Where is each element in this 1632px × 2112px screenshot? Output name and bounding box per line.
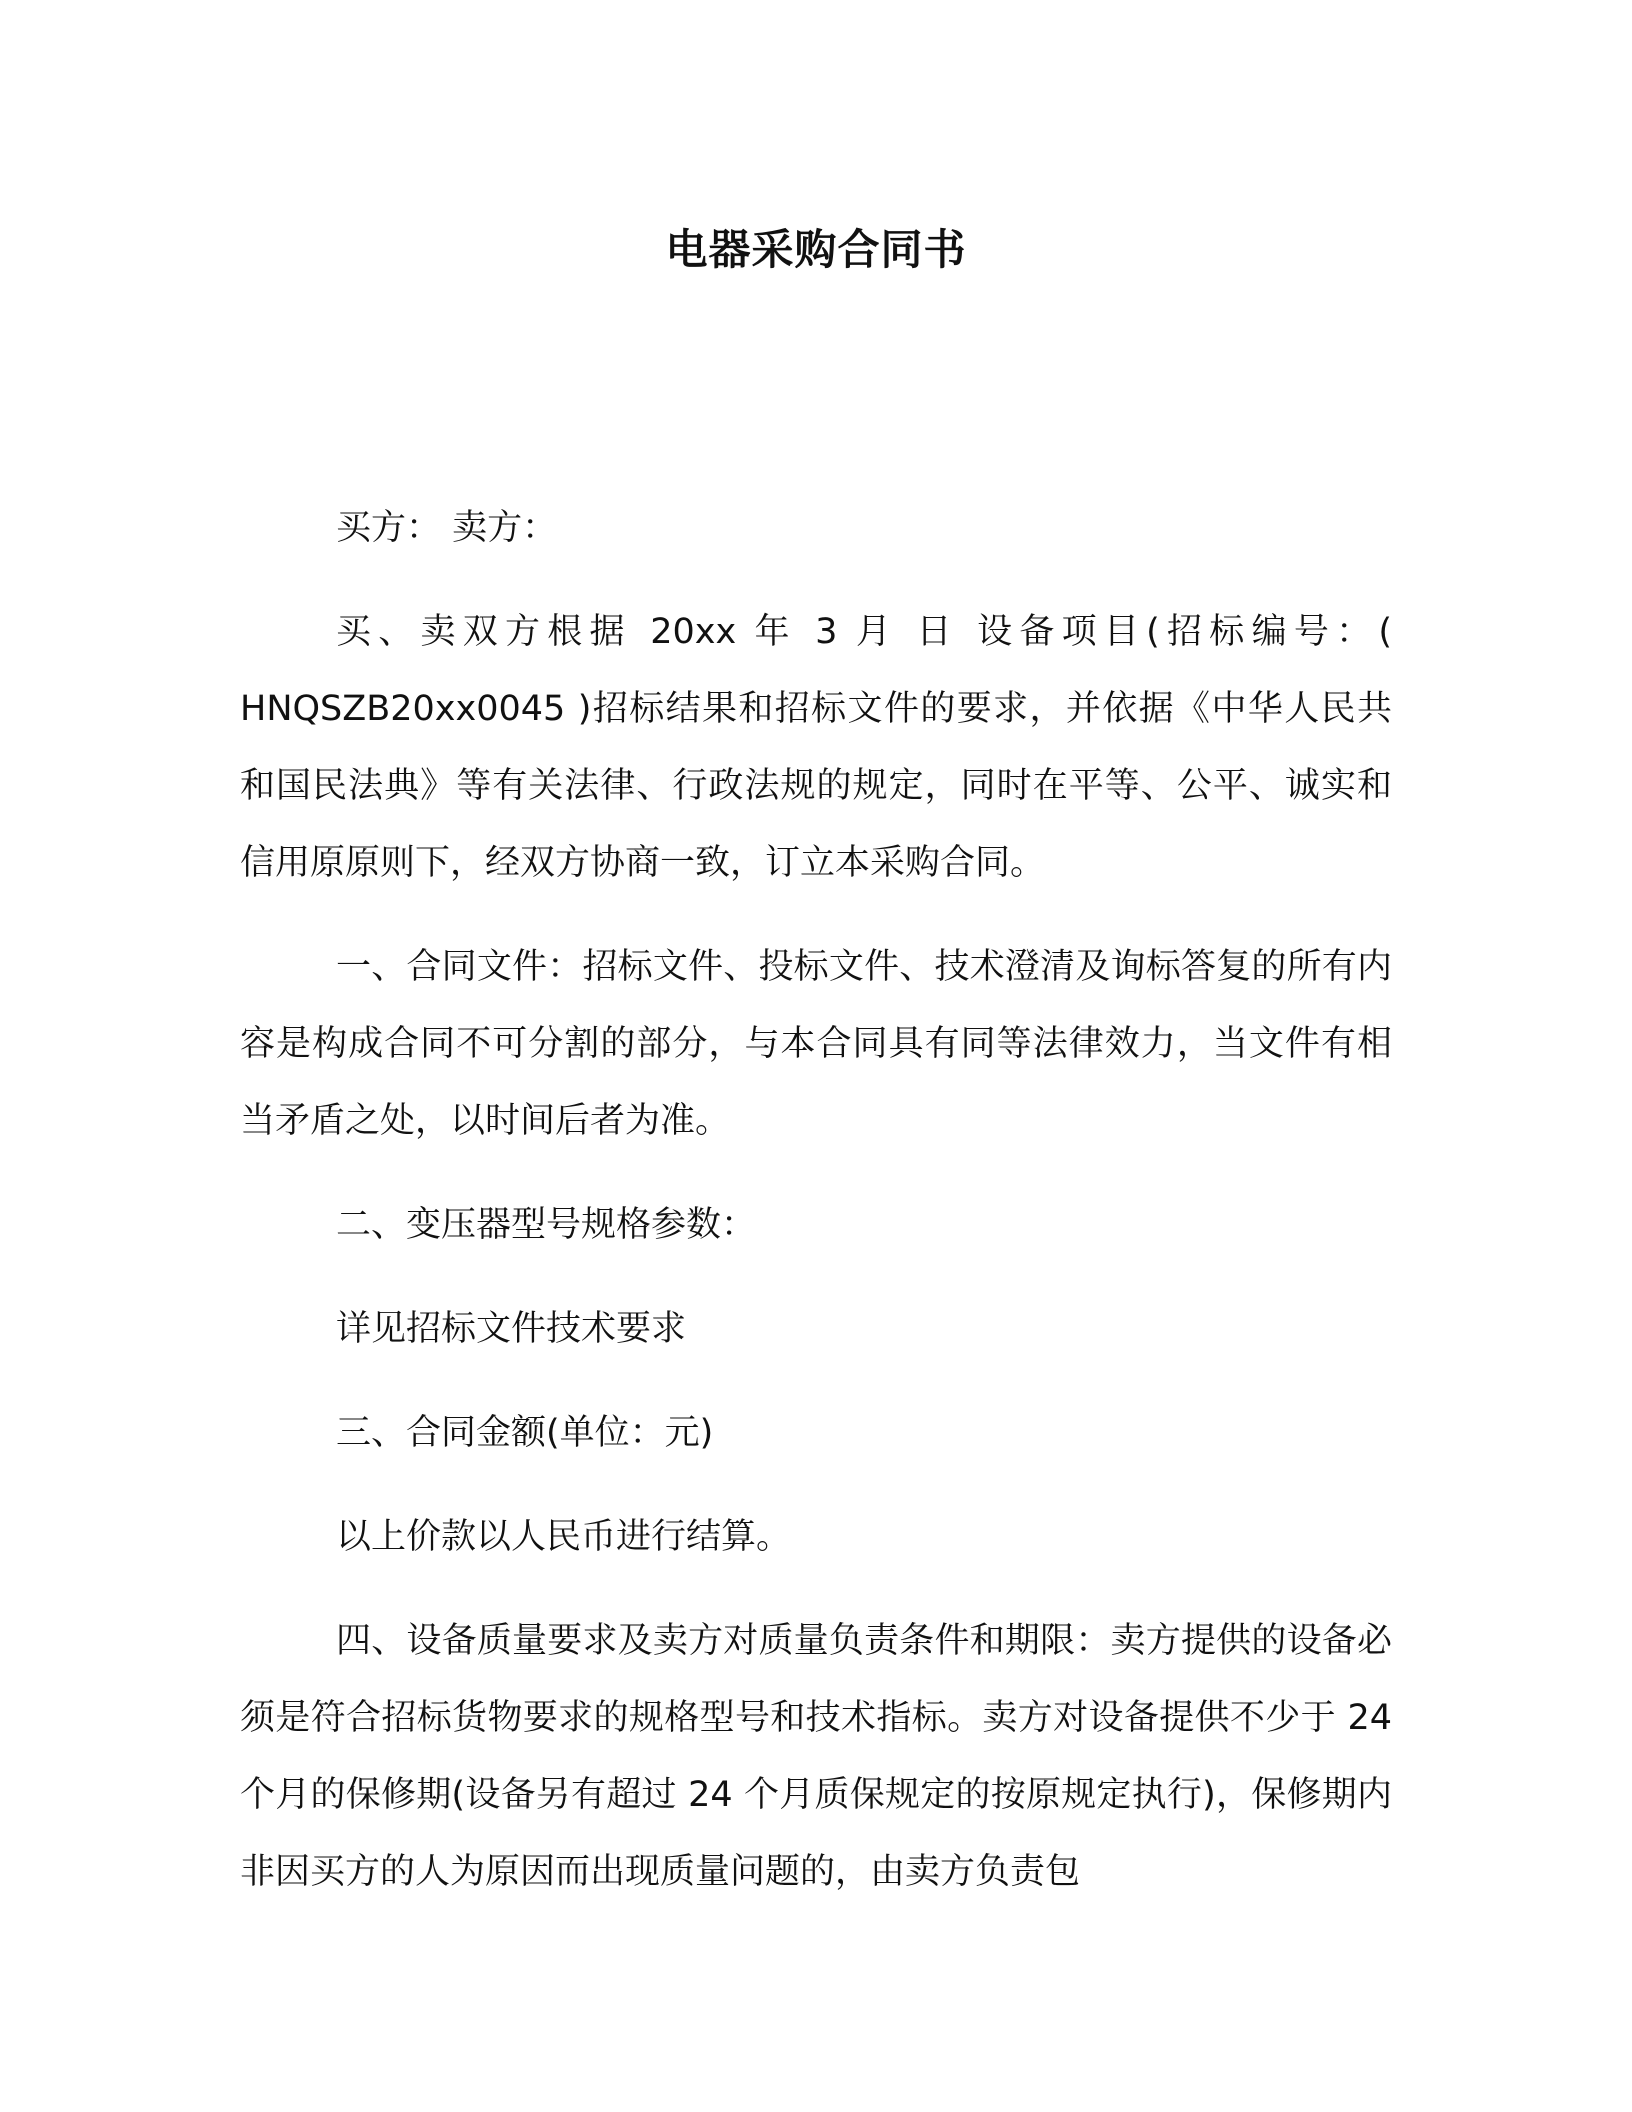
clause-3-heading: 三、合同金额(单位：元) [336, 1413, 714, 1453]
document-title: 电器采购合同书 [665, 225, 967, 274]
clause-3-detail: 以上价款以人民币进行结算。 [336, 1517, 792, 1557]
document-body [240, 490, 1392, 1938]
parties-line: 买方： 卖方： [336, 508, 558, 548]
clause-2-heading: 二、变压器型号规格参数： [336, 1205, 757, 1245]
clause-2-detail: 详见招标文件技术要求 [336, 1309, 687, 1349]
clause-4-quality: 四、设备质量要求及卖方对质量负责条件和期限：卖方提供的设备必须是符合招标货物要求的规格型号和技术指标。卖方对设备提供不少于 24 个月的保修期(设备另有超过 24 个月质保规定的按原规定执行)，保修期内非因买方的人为原因而出现质量问题的，由卖方负责包 [240, 1621, 1392, 1892]
clause-1-contract-documents: 一、合同文件：招标文件、投标文件、技术澄清及询标答复的所有内容是构成合同不可分割的部分，与本合同具有同等法律效力，当文件有相当矛盾之处，以时间后者为准。 [240, 947, 1392, 1141]
preamble-paragraph: 买、卖双方根据 20xx 年 3 月 日 设备项目(招标编号：( HNQSZB20xx0045 )招标结果和招标文件的要求，并依据《中华人民共和国民法典》等有关法律、行政法规的规定，同时在平等、公平、诚实和信用原原则下，经双方协商一致，订立本采购合同。 [240, 612, 1392, 883]
